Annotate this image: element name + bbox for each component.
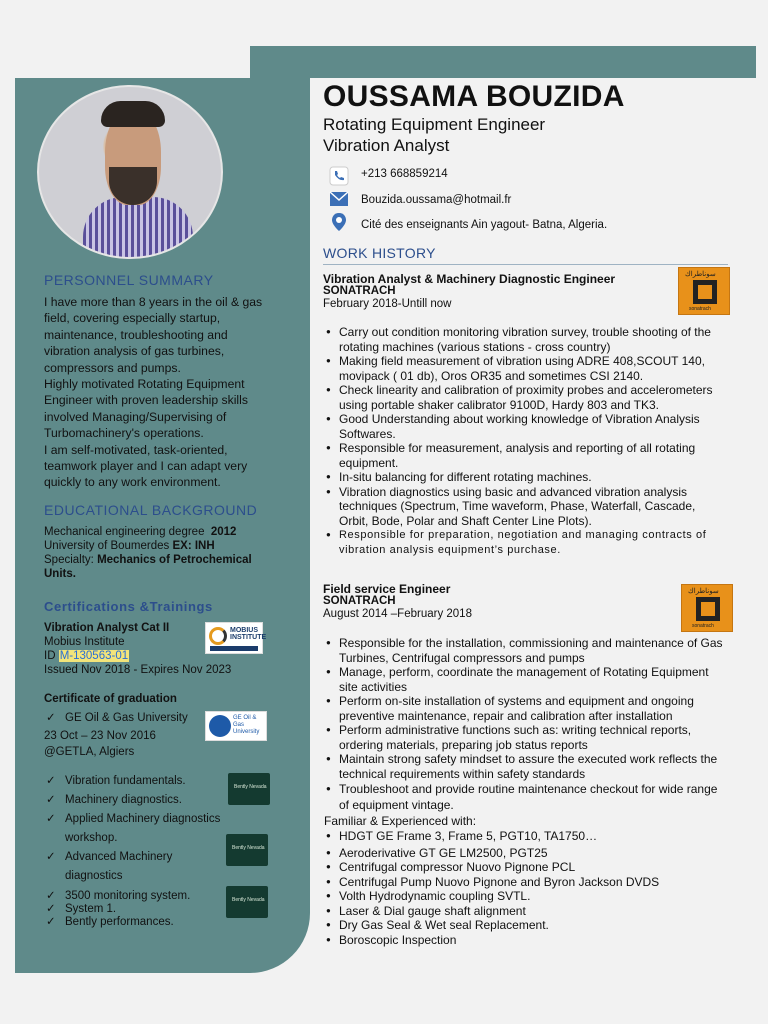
mobius-logo bbox=[205, 622, 267, 654]
summary-text bbox=[44, 294, 264, 491]
list-item: ● Centrifugal Pump Nuovo Pignone and Byron Jackson DVDS bbox=[324, 875, 724, 890]
cert-id-link[interactable]: M-130563-01 bbox=[59, 650, 129, 662]
summary-paragraph: Highly motivated Rotating Equipment Engineer with proven leadership skills involved Managing/Supervising of Turbomachinery's operations. bbox=[44, 377, 248, 441]
list-item: ● Perform on-site installation of systems and equipment and ongoing preventive maintenance, repair and calibration after installation bbox=[324, 694, 724, 723]
header-band bbox=[250, 46, 756, 78]
university: University of Boumerdes bbox=[44, 540, 170, 552]
profile-photo bbox=[37, 85, 223, 259]
list-item: ● Carry out condition monitoring vibration survey, trouble shooting of the rotating machines (various stations - cross country) bbox=[324, 325, 724, 354]
list-item: ● Making field measurement of vibration using ADRE 408,SCOUT 140, movipack ( 01 db), Oros OR35 and sometimes CSI 2140. bbox=[324, 354, 724, 383]
work-history-heading: WORK HISTORY bbox=[323, 245, 436, 261]
cert-id-label: ID bbox=[44, 650, 56, 662]
list-item: ● Responsible for the installation, commissioning and maintenance of Gas Turbines, Centrifugal compressors and pumps bbox=[324, 636, 724, 665]
training-item: ✓ System 1. bbox=[44, 903, 229, 916]
job2-dates: August 2014 –February 2018 bbox=[323, 608, 472, 620]
person-name: OUSSAMA BOUZIDA bbox=[323, 80, 625, 113]
training-item: ✓ Machinery diagnostics. bbox=[44, 791, 229, 810]
list-item: ● Maintain strong safety mindset to assure the executed work reflects the technical requirements within safety standards bbox=[324, 752, 724, 781]
education-heading: EDUCATIONAL BACKGROUND bbox=[44, 502, 258, 518]
trainings-list bbox=[44, 772, 229, 929]
familiar-heading: Familiar & Experienced with: bbox=[324, 814, 477, 828]
list-item: ● Good Understanding about working knowledge of Vibration Analysis Softwares. bbox=[324, 412, 724, 441]
degree-year: 2012 bbox=[210, 526, 237, 538]
list-item: ● Manage, perform, coordinate the management of Rotating Equipment site activities bbox=[324, 665, 724, 694]
location-pin-icon bbox=[329, 212, 349, 232]
mobius-logo-text: MOBIUS INSTITUTE bbox=[230, 627, 267, 641]
job1-dates: February 2018-Untill now bbox=[323, 298, 452, 310]
job1-company: SONATRACH bbox=[323, 285, 396, 297]
job2-company: SONATRACH bbox=[323, 595, 396, 607]
cert2-title: Certificate of graduation bbox=[44, 693, 177, 705]
education-text bbox=[44, 525, 274, 581]
globe-icon bbox=[209, 715, 231, 737]
sonatrach-logo: سوناطراك sonatrach bbox=[678, 267, 730, 315]
phone-number[interactable]: +213 668859214 bbox=[361, 168, 448, 180]
bently-logo: Bently Nevada bbox=[226, 886, 268, 918]
training-item: ✓ Applied Machinery diagnostics workshop. bbox=[44, 810, 229, 848]
job1-responsibilities bbox=[324, 325, 724, 557]
bently-logo: Bently Nevada bbox=[226, 834, 268, 866]
address: Cité des enseignants Ain yagout- Batna, Algeria. bbox=[361, 219, 608, 231]
cert-org: Mobius Institute bbox=[44, 636, 125, 648]
cert2-dates: 23 Oct – 23 Nov 2016 bbox=[44, 730, 156, 742]
list-item: ● In-situ balancing for different rotating machines. bbox=[324, 470, 724, 485]
familiar-list bbox=[324, 829, 724, 947]
specialty-label: Specialty: bbox=[44, 554, 94, 566]
job-title-2: Vibration Analyst bbox=[323, 136, 450, 155]
bently-logo: Bently Nevada bbox=[228, 773, 270, 805]
list-item: ● Aeroderivative GT GE LM2500, PGT25 bbox=[324, 846, 724, 861]
list-item: ● Check linearity and calibration of proximity probes and accelerometers using portable shaker calibrator 9100D, Hardy 803 and TK3. bbox=[324, 383, 724, 412]
job2-title: Field service Engineer bbox=[323, 582, 451, 596]
list-item: ● HDGT GE Frame 3, Frame 5, PGT10, TA1750… bbox=[324, 829, 724, 844]
list-item: ● Volth Hydrodynamic coupling SVTL. bbox=[324, 889, 724, 904]
list-item: ● Troubleshoot and provide routine maintenance checkout for wide range of equipment vintage. bbox=[324, 781, 724, 813]
summary-paragraph: I have more than 8 years in the oil & gas field, covering especially startup, maintenance, troubleshooting and vibration analysis of gas turbines, compressors and pumps. bbox=[44, 295, 263, 375]
email-icon bbox=[329, 189, 349, 209]
list-item: ● Boroscopic Inspection bbox=[324, 933, 724, 948]
job2-responsibilities bbox=[324, 636, 724, 813]
list-item: ● Responsible for measurement, analysis and reporting of all rotating equipment. bbox=[324, 441, 724, 470]
degree: Mechanical engineering degree bbox=[44, 526, 205, 538]
cert-issued: Issued Nov 2018 - Expires Nov 2023 bbox=[44, 664, 232, 676]
university-ex: EX: INH bbox=[172, 540, 215, 552]
cert2-place: @GETLA, Algiers bbox=[44, 746, 135, 758]
cert-title: Vibration Analyst Cat II bbox=[44, 622, 170, 634]
training-item: ✓ 3500 monitoring system. bbox=[44, 890, 229, 903]
list-item: ● Dry Gas Seal & Wet seal Replacement. bbox=[324, 918, 724, 933]
list-item: ● Responsible for preparation, negotiation and managing contracts of vibration analysis equipment’s purchase. bbox=[324, 528, 724, 557]
list-item: ● Perform administrative functions such as: writing technical reports, ordering materials, preparing job status reports bbox=[324, 723, 724, 752]
list-item: ● Vibration diagnostics using basic and advanced vibration analysis techniques (Spectrum, Time waveform, Phase, Waterfall, Cascade, Orbit, Bode, Polar and Shaft Center Line Plots). bbox=[324, 485, 724, 529]
heading-divider bbox=[323, 264, 728, 265]
job1-title: Vibration Analyst & Machinery Diagnostic Engineer bbox=[323, 272, 616, 286]
sonatrach-logo: سوناطراك sonatrach bbox=[681, 584, 733, 632]
specialty: Mechanics of Petrochemical Units. bbox=[44, 554, 252, 580]
ge-university-logo bbox=[205, 711, 267, 741]
training-item: ✓ Vibration fundamentals. bbox=[44, 772, 229, 791]
training-item: ✓ Bently performances. bbox=[44, 916, 229, 929]
job-title-1: Rotating Equipment Engineer bbox=[323, 115, 546, 134]
list-item: ● Centrifugal compressor Nuovo Pignone PCL bbox=[324, 860, 724, 875]
training-item: ✓ Advanced Machinery diagnostics bbox=[44, 848, 229, 886]
summary-heading: PERSONNEL SUMMARY bbox=[44, 272, 214, 288]
email-address[interactable]: Bouzida.oussama@hotmail.fr bbox=[361, 194, 512, 206]
certifications-heading: Certifications &Trainings bbox=[44, 599, 213, 614]
cert2-org: ✓ GE Oil & Gas University bbox=[44, 710, 274, 726]
ge-logo-text: GE Oil & Gas University bbox=[233, 715, 260, 735]
list-item: ● Laser & Dial gauge shaft alignment bbox=[324, 904, 724, 919]
summary-paragraph: I am self-motivated, task-oriented, teamwork player and I can adapt very quickly to any work environment. bbox=[44, 442, 248, 490]
phone-icon bbox=[329, 166, 349, 186]
